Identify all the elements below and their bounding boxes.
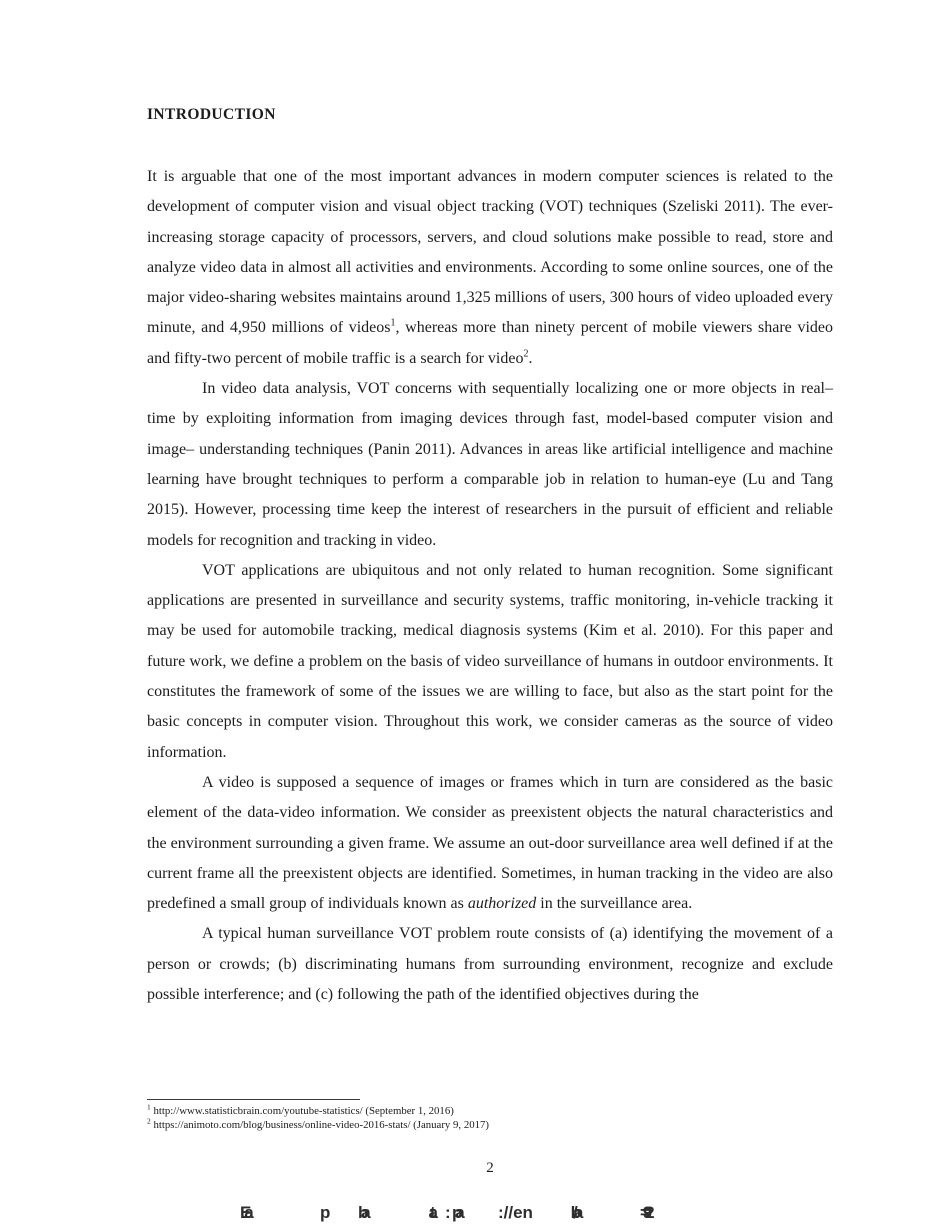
garbled-text-cluster: =92	[640, 1203, 648, 1222]
paragraph	[147, 162, 833, 374]
text-run: It is arguable that one of the most important advances in modern computer sciences is related to the development of computer vision and visual object tracking (VOT) techniques (Szeliski 2011). The ever-increasing storage capacity of processors, servers, and cloud solutions make possible to read, store and analyze video data in almost all activities and environments. According to some online sources, one of the major video-sharing websites maintains around 1,325 millions of users, 300 hours of video uploaded every minute, and 4,950 millions of videos	[147, 168, 833, 337]
footnote	[147, 1102, 833, 1119]
garbled-text-cluster: ta	[430, 1203, 431, 1222]
footnote-text: https://animoto.com/blog/business/online-video-2016-stats/ (January 9, 2017)	[153, 1118, 490, 1131]
paragraph	[147, 768, 833, 919]
paragraph	[147, 374, 833, 556]
emphasized-text: authorized	[467, 895, 537, 913]
garbled-text-cluster: Ea	[240, 1203, 247, 1222]
footnote-marker: 1	[147, 1102, 151, 1112]
body-text	[147, 162, 833, 1010]
garbled-text-cluster: p	[320, 1203, 331, 1222]
paragraph	[147, 556, 833, 768]
text-run: A video is supposed a sequence of images or frames which in turn are considered as the basic element of the data-video information. We consider as preexistent objects the natural characteristics and the environment surrounding a given frame. We assume an out-door surveillance area well defined if at the current frame all the preexistent objects are identified. Sometimes, in human tracking in the video are also predefined a small group of individuals known as	[147, 773, 833, 913]
footnote-reference: 1	[390, 318, 396, 330]
text-run: , whereas more than ninety percent of mobile viewers share video and fifty-two percent of mobile traffic is a search for video	[147, 319, 834, 367]
garbled-text-cluster: ba	[358, 1203, 364, 1222]
paragraph	[147, 919, 833, 1010]
text-run: A typical human surveillance VOT problem route consists of (a) identifying the movement of a person or crowds; (b) discriminating humans from surrounding environment, recognize and exclude possible interference; and (c) following the path of the identified objectives during the	[147, 925, 833, 1004]
text-run: .	[528, 349, 533, 367]
text-run: In video data analysis, VOT concerns with sequentially localizing one or more objects in real–time by exploiting information from imaging devices through fast, model-based computer vision and image– understanding techniques (Panin 2011). Advances in areas like artificial intelligence and machine learning have brought techniques to perform a comparable job in relation to human-eye (Lu and Tang 2015). However, processing time keep the interest of researchers in the pursuit of efficient and reliable models for recognition and tracking in video.	[147, 380, 833, 549]
text-run: VOT applications are ubiquitous and not only related to human recognition. Some significant applications are presented in surveillance and security systems, traffic monitoring, in-vehicle tracking it may be used for automobile tracking, medical diagnosis systems (Kim et al. 2010). For this paper and future work, we define a problem on the basis of video surveillance of humans in outdoor environments. It constitutes the framework of some of the issues we are willing to face, but also as the start point for the basic concepts in computer vision. Throughout this work, we consider cameras as the source of video information.	[147, 561, 833, 761]
footnote-reference: 2	[523, 348, 529, 360]
garbled-text-cluster: :	[445, 1203, 451, 1222]
garbled-text-cluster: pa	[452, 1203, 458, 1222]
garbled-text-cluster: ://en	[498, 1203, 533, 1222]
footnote-marker: 2	[147, 1116, 151, 1126]
page-number: 2	[486, 1160, 494, 1176]
garbled-text-cluster: /ba	[573, 1203, 577, 1222]
footnote-separator	[147, 1099, 360, 1100]
footnote-text: http://www.statisticbrain.com/youtube-statistics/ (September 1, 2016)	[153, 1105, 454, 1117]
footnote	[147, 1116, 833, 1133]
footnotes	[147, 1102, 833, 1133]
section-heading: INTRODUCTION	[147, 106, 276, 123]
footer-garbled-text	[0, 1203, 952, 1227]
text-run: in the surveillance area.	[536, 895, 693, 913]
